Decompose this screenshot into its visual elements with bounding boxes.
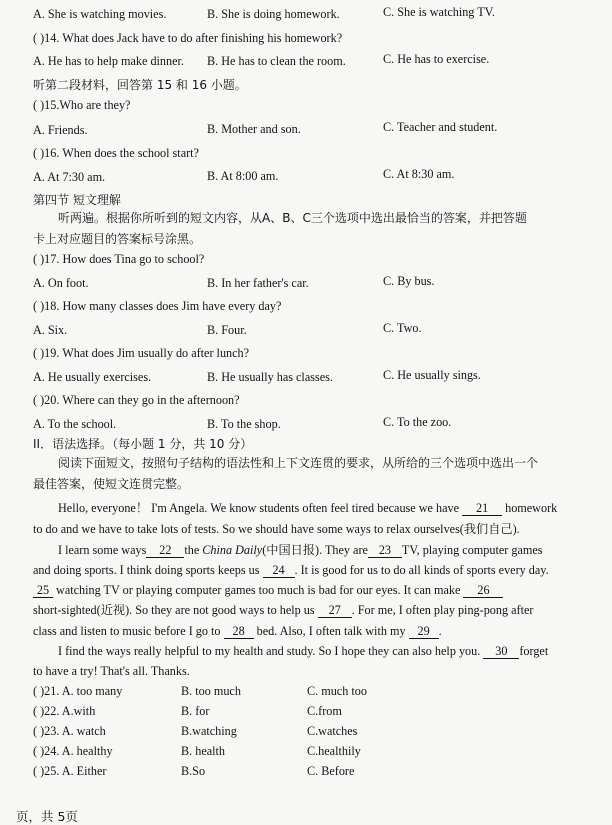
q13-option-b: B. She is doing homework. (207, 7, 340, 21)
q14-option-b: B. He has to clean the room. (207, 54, 346, 68)
q16-option-c: C. At 8:30 am. (383, 167, 455, 181)
section4-title: 第四节 短文理解 (33, 193, 121, 207)
passage-text: I learn some ways (58, 543, 147, 557)
passage-text: Hello, everyone！ I'm Angela. We know students often feel tired because we have (58, 501, 460, 515)
q21-option-c: C. much too (307, 684, 367, 698)
q17-question: ( )17. How does Tina go to school? (33, 252, 205, 266)
q15-option-c: C. Teacher and student. (383, 120, 498, 134)
q14-option-a: A. He has to help make dinner. (33, 54, 184, 68)
q16-option-b: B. At 8:00 am. (207, 169, 279, 183)
q21-option-a: ( )21. A. too many (33, 684, 123, 698)
q21-option-b: B. too much (181, 684, 241, 698)
passage-text: short-sighted(近视). So they are not good ways to help us (33, 603, 315, 617)
passage-text: . For me, I often play ping-pong after (351, 603, 534, 617)
section4-instructions-line2: 卡上对应题目的答案标号涂黑。 (33, 232, 202, 246)
q20-question: ( )20. Where can they go in the afternoon? (33, 393, 240, 407)
passage-text: watching TV or playing computer games too much is bad for our eyes. It can make (56, 583, 461, 597)
q22-option-b: B. for (181, 704, 210, 718)
passage-text-italic: China Daily (202, 543, 263, 557)
passage-text: to have a try! That's all. Thanks. (33, 664, 190, 678)
part2-listening-intro: 听第二段材料，回答第 15 和 16 小题。 (33, 78, 247, 92)
passage-text: the (184, 543, 200, 557)
passage-p2-line4 (33, 603, 533, 618)
section4-instructions-line1: 听两遍。根据你所听到的短文内容，从A、B、C三个选项中选出最恰当的答案，并把答题 (58, 211, 527, 225)
passage-text: I find the ways really helpful to my health and study. So I hope they can also help you. (58, 644, 481, 658)
blank-30: 30 (483, 645, 519, 659)
q19-option-a: A. He usually exercises. (33, 370, 152, 384)
passage-text: bed. Also, I often talk with my (256, 624, 406, 638)
q17-option-b: B. In her father's car. (207, 276, 309, 290)
part2-instructions-line1: 阅读下面短文，按照句子结构的语法性和上下文连贯的要求，从所给的三个选项中选出一个 (58, 456, 539, 470)
q17-option-c: C. By bus. (383, 274, 435, 288)
q18-option-c: C. Two. (383, 321, 422, 335)
blank-22: 22 (146, 544, 184, 558)
passage-text: . (438, 624, 442, 638)
passage-p2-line1 (58, 543, 543, 558)
passage-p2-line3 (33, 583, 503, 598)
q23-option-b: B.watching (181, 724, 237, 738)
q25-option-c: C. Before (307, 764, 355, 778)
q24-option-a: ( )24. A. healthy (33, 744, 113, 758)
q22-option-a: ( )22. A.with (33, 704, 96, 718)
passage-text: (中国日报). They are (262, 543, 368, 557)
q14-option-c: C. He has to exercise. (383, 52, 490, 66)
q17-option-a: A. On foot. (33, 276, 89, 290)
q23-option-c: C.watches (307, 724, 358, 738)
q24-option-c: C.healthily (307, 744, 361, 758)
passage-p1-line1 (58, 501, 557, 516)
part2-title: II．语法选择。（每小题 1 分，共 10 分） (33, 437, 253, 451)
blank-26: 26 (463, 584, 503, 598)
passage-p1-line2 (33, 522, 520, 537)
q22-option-c: C.from (307, 704, 342, 718)
q16-question: ( )16. When does the school start? (33, 146, 199, 160)
passage-p3-line2 (33, 664, 190, 679)
passage-text: and doing sports. I think doing sports keeps us (33, 563, 260, 577)
passage-text: homework (505, 501, 558, 515)
passage-text: to do and we have to take lots of tests. So we should have some ways to relax ourselves(我们自己). (33, 522, 520, 536)
passage-text: . It is good for us to do all kinds of sports every day. (294, 563, 549, 577)
q23-option-a: ( )23. A. watch (33, 724, 106, 738)
passage-text: TV, playing computer games (401, 543, 543, 557)
q15-question: ( )15.Who are they? (33, 98, 131, 112)
q20-option-c: C. To the zoo. (383, 415, 452, 429)
q19-option-c: C. He usually sings. (383, 368, 481, 382)
q16-option-a: A. At 7:30 am. (33, 170, 106, 184)
blank-27: 27 (318, 604, 352, 618)
blank-24: 24 (263, 564, 295, 578)
q19-option-b: B. He usually has classes. (207, 370, 333, 384)
q18-question: ( )18. How many classes does Jim have every day? (33, 299, 282, 313)
blank-29: 29 (409, 625, 439, 639)
passage-text: class and listen to music before I go to (33, 624, 221, 638)
passage-text: forget (519, 644, 549, 658)
blank-21: 21 (462, 502, 502, 516)
part2-instructions-line2: 最佳答案，使短文连贯完整。 (33, 477, 190, 491)
q15-option-a: A. Friends. (33, 123, 88, 137)
page-footer: 页，共 5页 (16, 809, 78, 824)
q18-option-a: A. Six. (33, 323, 68, 337)
q13-option-c: C. She is watching TV. (383, 5, 495, 19)
passage-p2-line2 (33, 563, 549, 578)
blank-25: 25 (33, 584, 53, 598)
q13-option-a: A. She is watching movies. (33, 7, 167, 21)
q15-option-b: B. Mother and son. (207, 122, 301, 136)
q20-option-b: B. To the shop. (207, 417, 281, 431)
blank-28: 28 (224, 625, 254, 639)
q19-question: ( )19. What does Jim usually do after lunch? (33, 346, 250, 360)
q24-option-b: B. health (181, 744, 226, 758)
blank-23: 23 (368, 544, 402, 558)
q18-option-b: B. Four. (207, 323, 247, 337)
passage-p3-line1 (58, 644, 548, 659)
q14-question: ( )14. What does Jack have to do after finishing his homework? (33, 31, 343, 45)
q25-option-a: ( )25. A. Either (33, 764, 107, 778)
q20-option-a: A. To the school. (33, 417, 117, 431)
passage-p2-line5 (33, 624, 442, 639)
q25-option-b: B.So (181, 764, 206, 778)
